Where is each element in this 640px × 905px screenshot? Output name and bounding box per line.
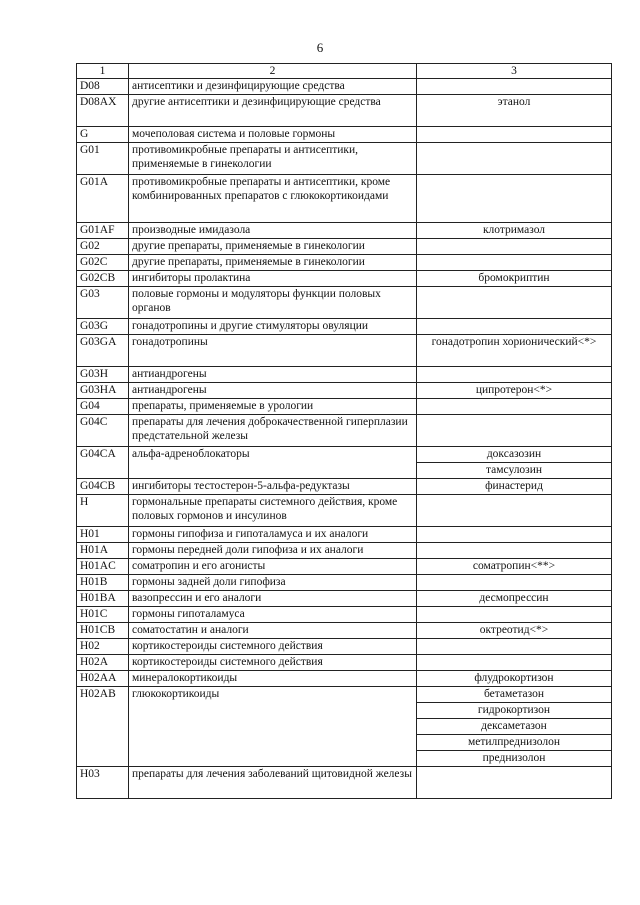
drug-name xyxy=(417,255,612,271)
header-col-1: 1 xyxy=(77,64,129,79)
table-row xyxy=(77,255,612,271)
atc-code: G03 xyxy=(77,287,129,319)
table-row xyxy=(77,575,612,591)
drug-name xyxy=(417,367,612,383)
atc-code: D08AX xyxy=(77,95,129,127)
atc-description: препараты для лечения доброкачественной гиперплазии предстательной железы xyxy=(129,415,417,447)
atc-code: G04 xyxy=(77,399,129,415)
drug-name: гидрокортизон xyxy=(417,703,612,719)
drug-name: бетаметазон xyxy=(417,687,612,703)
table-row xyxy=(77,687,612,703)
drug-name xyxy=(417,399,612,415)
table-row xyxy=(77,319,612,335)
atc-description: антиандрогены xyxy=(129,383,417,399)
atc-description: половые гормоны и модуляторы функции половых органов xyxy=(129,287,417,319)
drug-name: бромокриптин xyxy=(417,271,612,287)
table-row xyxy=(77,655,612,671)
atc-description: препараты, применяемые в урологии xyxy=(129,399,417,415)
drug-name xyxy=(417,127,612,143)
atc-code: H01 xyxy=(77,527,129,543)
table-row xyxy=(77,127,612,143)
drug-name xyxy=(417,607,612,623)
drug-name xyxy=(417,319,612,335)
atc-code: G03H xyxy=(77,367,129,383)
atc-code: D08 xyxy=(77,79,129,95)
atc-description: антисептики и дезинфицирующие средства xyxy=(129,79,417,95)
atc-code: H01C xyxy=(77,607,129,623)
atc-description: вазопрессин и его аналоги xyxy=(129,591,417,607)
drug-name: метилпреднизолон xyxy=(417,735,612,751)
atc-code: G02CB xyxy=(77,271,129,287)
atc-description: глюкокортикоиды xyxy=(129,687,417,767)
atc-description: производные имидазола xyxy=(129,223,417,239)
drug-name: дексаметазон xyxy=(417,719,612,735)
atc-description: альфа-адреноблокаторы xyxy=(129,447,417,479)
table-row xyxy=(77,143,612,175)
drug-name xyxy=(417,527,612,543)
drug-name: флудрокортизон xyxy=(417,671,612,687)
table-row xyxy=(77,223,612,239)
table-row xyxy=(77,239,612,255)
table-row xyxy=(77,543,612,559)
atc-description: гормоны гипоталамуса xyxy=(129,607,417,623)
table-row xyxy=(77,399,612,415)
atc-code: G01 xyxy=(77,143,129,175)
table-row xyxy=(77,415,612,447)
table-row xyxy=(77,95,612,127)
atc-description: мочеполовая система и половые гормоны xyxy=(129,127,417,143)
atc-description: кортикостероиды системного действия xyxy=(129,655,417,671)
drug-name: ципротерон<*> xyxy=(417,383,612,399)
header-col-2: 2 xyxy=(129,64,417,79)
atc-code: G01AF xyxy=(77,223,129,239)
drug-name xyxy=(417,287,612,319)
atc-code: G03HA xyxy=(77,383,129,399)
atc-description: гормоны передней доли гипофиза и их аналоги xyxy=(129,543,417,559)
drug-name: клотримазол xyxy=(417,223,612,239)
drug-name: десмопрессин xyxy=(417,591,612,607)
drug-name: доксазозин xyxy=(417,447,612,463)
atc-code: H01B xyxy=(77,575,129,591)
table-row xyxy=(77,367,612,383)
atc-code: H02 xyxy=(77,639,129,655)
atc-description: ингибиторы пролактина xyxy=(129,271,417,287)
atc-description: препараты для лечения заболеваний щитовидной железы xyxy=(129,767,417,799)
drug-name xyxy=(417,143,612,175)
table-row xyxy=(77,591,612,607)
table-row xyxy=(77,495,612,527)
drug-name: преднизолон xyxy=(417,751,612,767)
drug-name xyxy=(417,767,612,799)
atc-table xyxy=(76,63,612,799)
drug-name xyxy=(417,415,612,447)
drug-name: этанол xyxy=(417,95,612,127)
table-row xyxy=(77,287,612,319)
drug-name xyxy=(417,639,612,655)
atc-description: соматостатин и аналоги xyxy=(129,623,417,639)
atc-description: ингибиторы тестостерон-5-альфа-редуктазы xyxy=(129,479,417,495)
drug-name xyxy=(417,543,612,559)
table-row xyxy=(77,175,612,223)
table-row xyxy=(77,79,612,95)
drug-name: октреотид<*> xyxy=(417,623,612,639)
atc-code: G03G xyxy=(77,319,129,335)
atc-code: H01AC xyxy=(77,559,129,575)
atc-description: гонадотропины и другие стимуляторы овуляции xyxy=(129,319,417,335)
atc-code: G03GA xyxy=(77,335,129,367)
drug-name xyxy=(417,175,612,223)
atc-code: G01A xyxy=(77,175,129,223)
atc-description: другие препараты, применяемые в гинекологии xyxy=(129,239,417,255)
atc-description: гормоны задней доли гипофиза xyxy=(129,575,417,591)
drug-name xyxy=(417,239,612,255)
atc-code: H01A xyxy=(77,543,129,559)
drug-name: соматропин<**> xyxy=(417,559,612,575)
atc-description: противомикробные препараты и антисептики, применяемые в гинекологии xyxy=(129,143,417,175)
table-row xyxy=(77,383,612,399)
table-row xyxy=(77,479,612,495)
atc-code: H02AB xyxy=(77,687,129,767)
drug-name: финастерид xyxy=(417,479,612,495)
atc-description: гормоны гипофиза и гипоталамуса и их аналоги xyxy=(129,527,417,543)
atc-description: кортикостероиды системного действия xyxy=(129,639,417,655)
atc-code: H01CB xyxy=(77,623,129,639)
atc-description: гонадотропины xyxy=(129,335,417,367)
atc-description: гормональные препараты системного действия, кроме половых гормонов и инсулинов xyxy=(129,495,417,527)
table-row xyxy=(77,447,612,463)
atc-description: другие препараты, применяемые в гинекологии xyxy=(129,255,417,271)
atc-description: другие антисептики и дезинфицирующие средства xyxy=(129,95,417,127)
drug-name xyxy=(417,495,612,527)
header-col-3: 3 xyxy=(417,64,612,79)
drug-name: гонадотропин хорионический<*> xyxy=(417,335,612,367)
drug-name xyxy=(417,655,612,671)
atc-code: G04C xyxy=(77,415,129,447)
atc-code: G02C xyxy=(77,255,129,271)
table-row xyxy=(77,607,612,623)
drug-name xyxy=(417,79,612,95)
table-row xyxy=(77,271,612,287)
atc-code: G04CA xyxy=(77,447,129,479)
table-row xyxy=(77,767,612,799)
page-number: 6 xyxy=(316,40,324,55)
table-row xyxy=(77,335,612,367)
atc-code: H01BA xyxy=(77,591,129,607)
atc-code: G04CB xyxy=(77,479,129,495)
atc-code: H xyxy=(77,495,129,527)
atc-description: противомикробные препараты и антисептики, кроме комбинированных препаратов с глюкокортикоидами xyxy=(129,175,417,223)
table-row xyxy=(77,639,612,655)
atc-description: антиандрогены xyxy=(129,367,417,383)
drug-name: тамсулозин xyxy=(417,463,612,479)
drug-name xyxy=(417,575,612,591)
atc-code: G xyxy=(77,127,129,143)
table-row xyxy=(77,671,612,687)
table-row xyxy=(77,623,612,639)
table-row xyxy=(77,527,612,543)
table-row xyxy=(77,559,612,575)
atc-description: минералокортикоиды xyxy=(129,671,417,687)
atc-description: соматропин и его агонисты xyxy=(129,559,417,575)
atc-code: G02 xyxy=(77,239,129,255)
atc-code: H02AA xyxy=(77,671,129,687)
atc-code: H02A xyxy=(77,655,129,671)
table-header-row xyxy=(77,64,612,79)
atc-code: H03 xyxy=(77,767,129,799)
